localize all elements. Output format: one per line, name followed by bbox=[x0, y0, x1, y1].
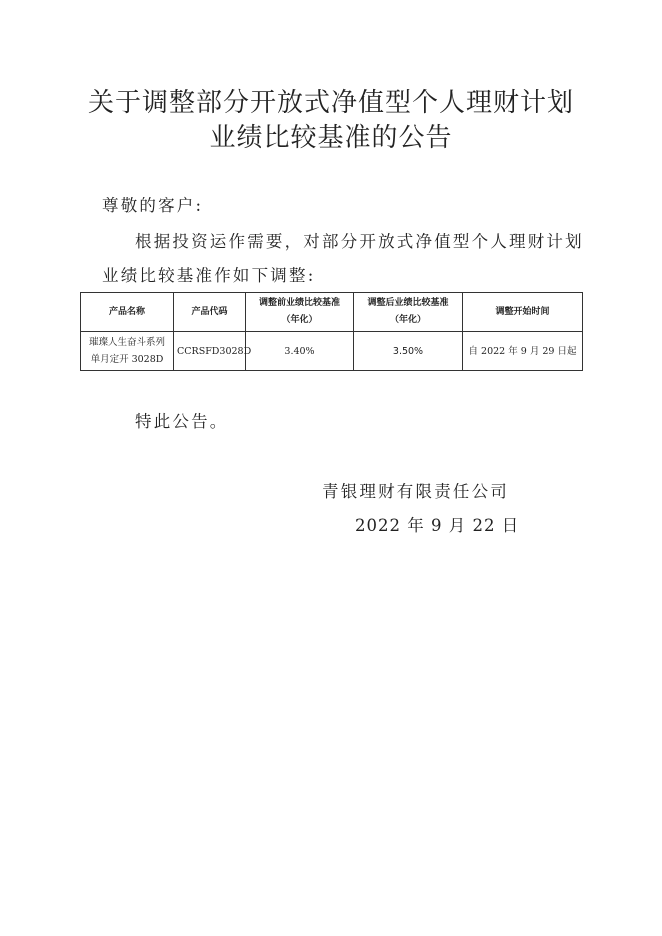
header-benchmark-after: 调整后业绩比较基准 （年化） bbox=[354, 293, 463, 332]
cell-benchmark-before: 3.40% bbox=[246, 332, 354, 371]
header-start-time: 调整开始时间 bbox=[463, 293, 583, 332]
cell-product-name: 璀璨人生奋斗系列 单月定开 3028D bbox=[81, 332, 174, 371]
cell-product-code: CCRSFD3028D bbox=[174, 332, 246, 371]
table-header-row bbox=[81, 293, 583, 332]
signature-date: 2022 年 9 月 22 日 bbox=[355, 516, 520, 535]
notice-title-line-1: 关于调整部分开放式净值型个人理财计划 bbox=[87, 88, 574, 118]
closing-text: 特此公告。 bbox=[135, 412, 229, 431]
signature-organization: 青银理财有限责任公司 bbox=[322, 482, 509, 501]
benchmark-adjustment-table bbox=[80, 292, 583, 371]
cell-start-time: 自 2022 年 9 月 29 日起 bbox=[463, 332, 583, 371]
header-product-code: 产品代码 bbox=[174, 293, 246, 332]
header-product-name: 产品名称 bbox=[81, 293, 174, 332]
table-row bbox=[81, 332, 583, 371]
cell-benchmark-after: 3.50% bbox=[354, 332, 463, 371]
notice-title-line-2: 业绩比较基准的公告 bbox=[209, 123, 453, 153]
body-text-line-2: 业绩比较基准作如下调整: bbox=[102, 266, 316, 285]
body-text-line-1: 根据投资运作需要，对部分开放式净值型个人理财计划 bbox=[135, 232, 584, 251]
salutation: 尊敬的客户: bbox=[102, 196, 204, 215]
header-benchmark-before: 调整前业绩比较基准 （年化） bbox=[246, 293, 354, 332]
